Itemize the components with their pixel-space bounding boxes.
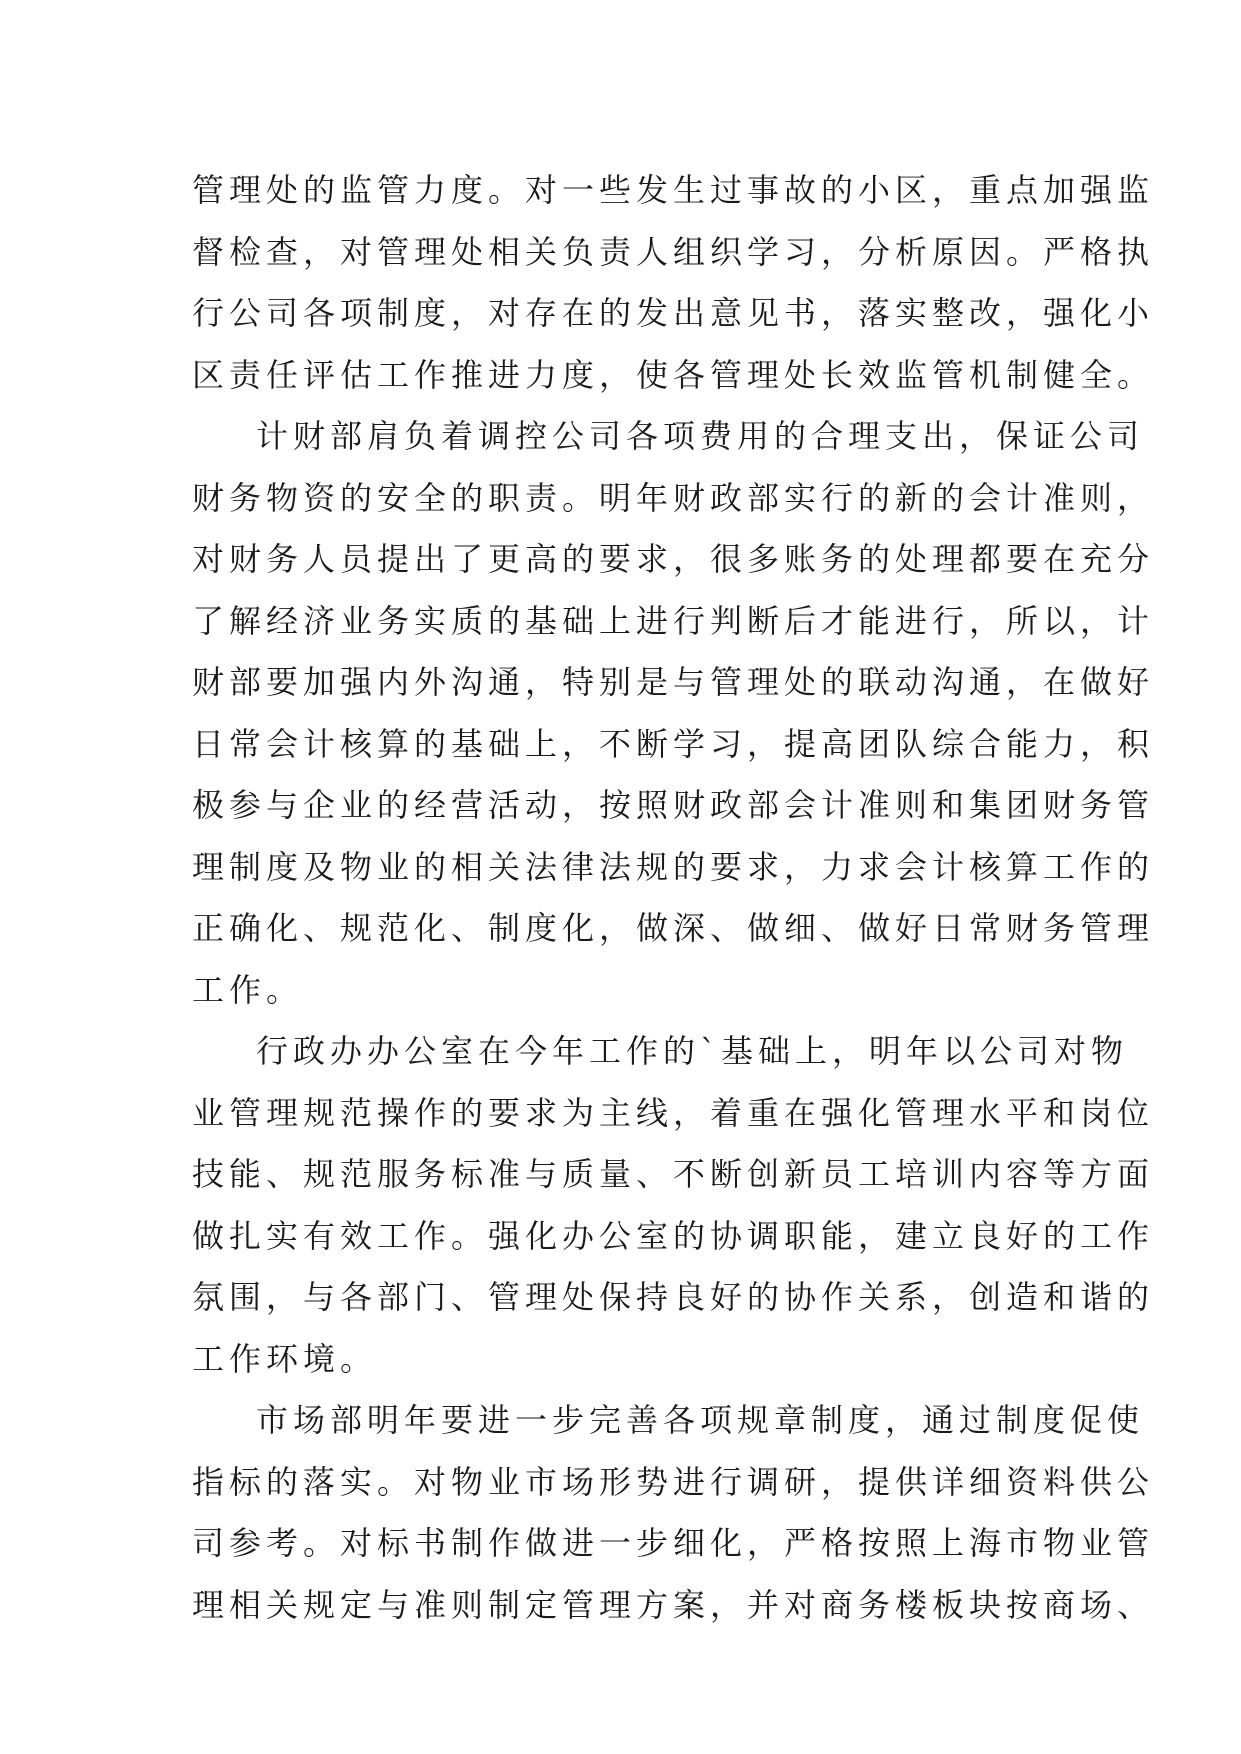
text-line: 氛围，与各部门、管理处保持良好的协作关系，创造和谐的 [192,1278,1155,1316]
text-line: 做扎实有效工作。强化办公室的协调职能，建立良好的工作 [192,1216,1155,1255]
text-line: 指标的落实。对物业市场形势进行调研，提供详细资料供公 [192,1462,1155,1501]
paragraph-first-line: 行政办办公室在今年工作的`基础上，明年以公司对物 [256,1032,1129,1070]
text-line: 工作环境。 [192,1339,378,1378]
text-line: 管理处的监管力度。对一些发生过事故的小区，重点加强监 [192,171,1155,209]
text-line: 工作。 [192,970,304,1009]
paragraph-first-line: 市场部明年要进一步完善各项规章制度，通过制度促使 [256,1401,1145,1439]
text-line: 财部要加强内外沟通，特别是与管理处的联动沟通，在做好 [192,663,1155,701]
text-line: 财务物资的安全的职责。明年财政部实行的新的会计准则， [192,478,1155,517]
paragraph-first-line: 计财部肩负着调控公司各项费用的合理支出，保证公司 [256,417,1145,455]
text-line: 对财务人员提出了更高的要求，很多账务的处理都要在充分 [192,540,1155,578]
text-line: 技能、规范服务标准与质量、不断创新员工培训内容等方面 [192,1155,1155,1193]
text-line: 理相关规定与准则制定管理方案，并对商务楼板块按商场、 [192,1585,1155,1624]
document-body [192,160,1155,1636]
text-line: 理制度及物业的相关法律法规的要求，力求会计核算工作的 [192,847,1155,886]
text-line: 极参与企业的经营活动，按照财政部会计准则和集团财务管 [192,786,1155,824]
text-line: 行公司各项制度，对存在的发出意见书，落实整改，强化小 [192,294,1155,332]
text-line: 区责任评估工作推进力度，使各管理处长效监管机制健全。 [192,355,1155,394]
text-line: 日常会计核算的基础上，不断学习，提高团队综合能力，积 [192,724,1155,763]
text-line: 业管理规范操作的要求为主线，着重在强化管理水平和岗位 [192,1093,1155,1132]
text-line: 督检查，对管理处相关负责人组织学习，分析原因。严格执 [192,232,1155,271]
text-line: 司参考。对标书制作做进一步细化，严格按照上海市物业管 [192,1524,1155,1562]
text-line: 正确化、规范化、制度化，做深、做细、做好日常财务管理 [192,909,1155,947]
text-line: 了解经济业务实质的基础上进行判断后才能进行，所以，计 [192,601,1155,640]
